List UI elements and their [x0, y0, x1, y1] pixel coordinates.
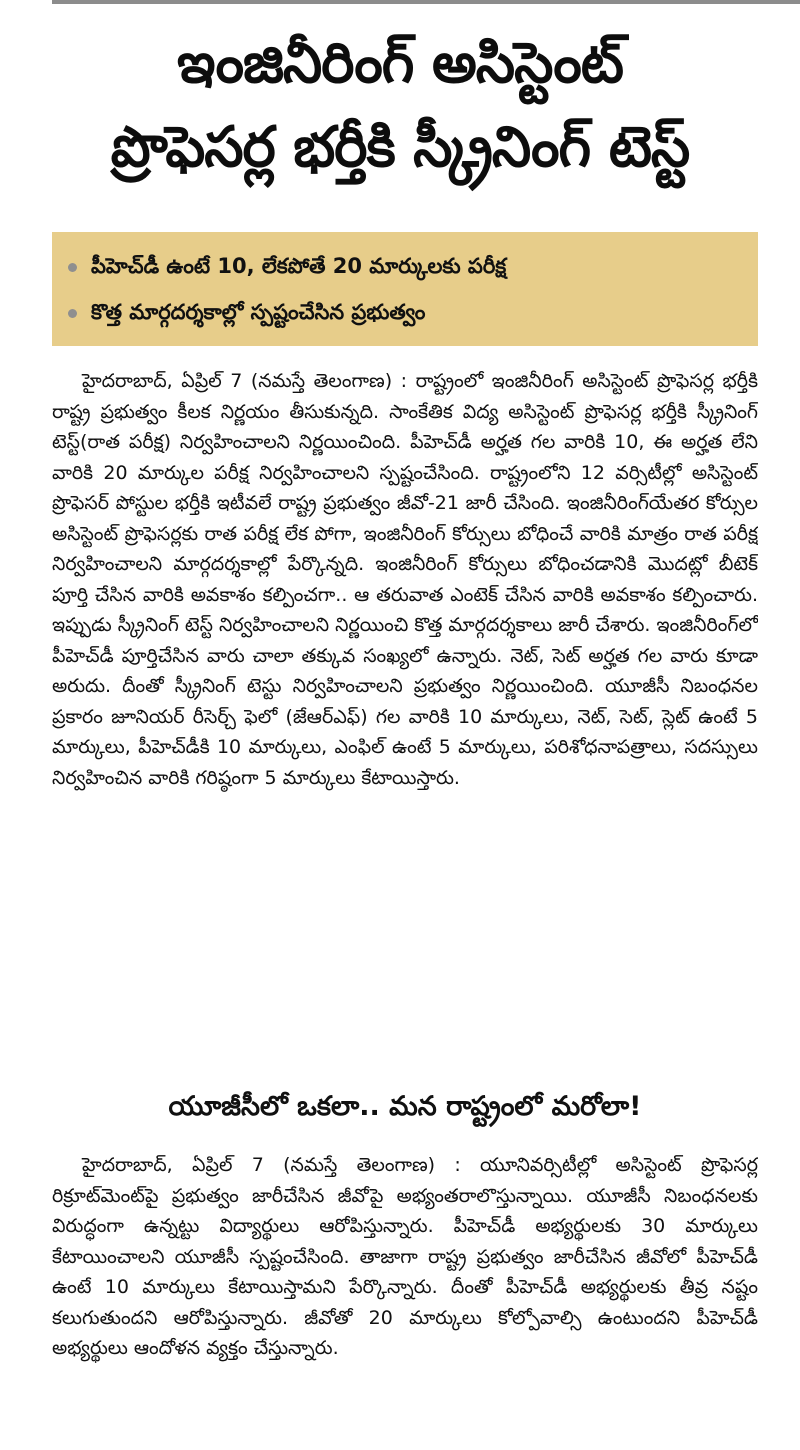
- highlight-item: [68, 244, 506, 288]
- highlight-item: [68, 290, 425, 334]
- highlight-text: పీహెచ్‌డీ ఉంటే 10, లేకపోతే 20 మార్కులకు పరీక్ష: [91, 254, 507, 278]
- sidebar-heading: యూజీసీలో ఒకలా.. మన రాష్ట్రంలో మరోలా!: [168, 1091, 642, 1122]
- article-body: హైదరాబాద్, ఏప్రిల్ 7 (నమస్తే తెలంగాణ) : రాష్ట్రంలో ఇంజినీరింగ్ అసిస్టెంట్ ప్రొఫెసర్ల భర్తీకి రాష్ట్ర ప్రభుత్వం కీలక నిర్ణయం తీసుకున్నది. సాంకేతిక విద్య అసిస్టెంట్ ప్రొఫెసర్ల భర్తీకి స్క్రీనింగ్ టెస్ట్(రాత పరీక్ష) నిర్వహించాలని నిర్ణయించింది. పీహెచ్‌డీ అర్హత గల వారికి 10, ఈ అర్హత లేని వారికి 20 మార్కుల పరీక్ష నిర్వహించాలని స్పష్టంచేసింది. రాష్ట్రంలోని 12 వర్సిటీల్లో అసిస్టెంట్ ప్రొఫెసర్ పోస్టుల భర్తీకి ఇటీవలే రాష్ట్ర ప్రభుత్వం జీవో-21 జారీ చేసింది. ఇంజినీరింగ్‌యేతర కోర్సుల అసిస్టెంట్ ప్రొఫెసర్లకు రాత పరీక్ష లేక పోగా, ఇంజినీరింగ్ కోర్సులు బోధించే వారికి మాత్రం రాత పరీక్ష నిర్వహించాలని మార్గదర్శకాల్లో పేర్కొన్నది. ఇంజినీరింగ్ కోర్సులు బోధించడానికి మొదట్లో బీటెక్ పూర్తి చేసిన వారికి అవకాశం కల్పించగా.. ఆ తరువాత ఎంటెక్ చేసిన వారికి అవకాశం కల్పించారు. ఇప్పుడు స్క్రీనింగ్ టెస్ట్ నిర్వహించాలని నిర్ణయించి కొత్త మార్గదర్శకాలు జారీ చేశారు. ఇంజినీరింగ్‌లో పీహెచ్‌డీ పూర్తిచేసిన వారు చాలా తక్కువ సంఖ్యలో ఉన్నారు. నెట్, సెట్ అర్హత గల వారు కూడా అరుదు. దీంతో స్క్రీనింగ్ టెస్టు నిర్వహించాలని ప్రభుత్వం నిర్ణయించింది. యూజీసీ నిబంధనల ప్రకారం జూనియర్ రీసెర్చ్ ఫెలో (జేఆర్ఎఫ్) గల వారికి 10 మార్కులు, నెట్, సెట్, స్లెట్ ఉంటే 5 మార్కులు, పీహెచ్‌డీకి 10 మార్కులు, ఎంఫిల్ ఉంటే 5 మార్కులు, పరిశోధనాపత్రాలు, సదస్సులు నిర్వహించిన వారికి గరిష్ఠంగా 5 మార్కులు కేటాయిస్తారు.: [52, 370, 758, 789]
- highlights-box: [52, 232, 758, 346]
- bullet-icon: [68, 309, 77, 318]
- highlight-text: కొత్త మార్గదర్శకాల్లో స్పష్టంచేసిన ప్రభుత్వం: [91, 300, 426, 324]
- headline-line-1: ఇంజినీరింగ్ అసిస్టెంట్: [176, 31, 624, 96]
- article-headline: [40, 22, 760, 190]
- top-divider: [52, 0, 800, 4]
- sidebar-body: హైదరాబాద్, ఏప్రిల్ 7 (నమస్తే తెలంగాణ) : యూనివర్సిటీల్లో అసిస్టెంట్ ప్రొఫెసర్ల రిక్రూట్‌మెంట్‌పై ప్రభుత్వం జారీచేసిన జీవోపై అభ్యంతరాలొస్తున్నాయి. యూజీసీ నిబంధనలకు విరుద్ధంగా ఉన్నట్టు విద్యార్థులు ఆరోపిస్తున్నారు. పీహెచ్‌డీ అభ్యర్థులకు 30 మార్కులు కేటాయించాలని యూజీసీ స్పష్టంచేసింది. తాజాగా రాష్ట్ర ప్రభుత్వం జారీచేసిన జీవోలో పీహెచ్‌డీ ఉంటే 10 మార్కులు కేటాయిస్తామని పేర్కొన్నారు. దీంతో పీహెచ్‌డీ అభ్యర్థులకు తీవ్ర నష్టం కలుగుతుందని ఆరోపిస్తున్నారు. జీవోతో 20 మార్కులు కోల్పోవాల్సి ఉంటుందని పీహెచ్‌డీ అభ్యర్థులు ఆందోళన వ్యక్తం చేస్తున్నారు.: [52, 1154, 758, 1359]
- bullet-icon: [68, 263, 77, 272]
- headline-line-2: ప్రొఫెసర్ల భర్తీకి స్క్రీనింగ్ టెస్ట్: [110, 115, 690, 180]
